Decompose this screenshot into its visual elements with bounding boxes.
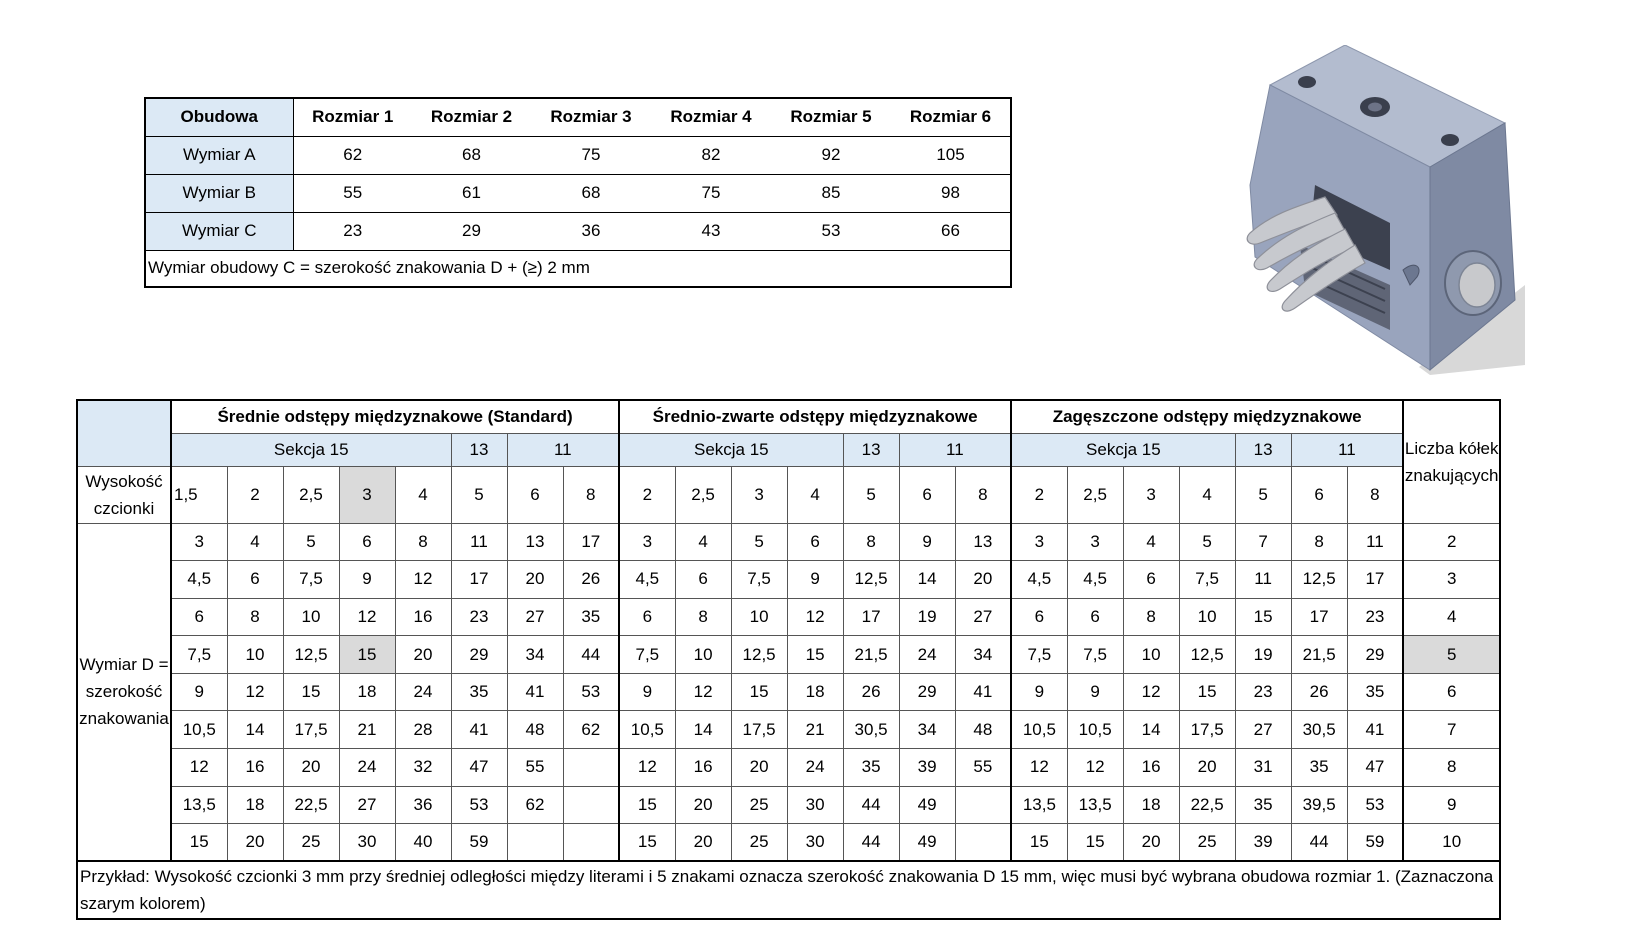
width-value: 30,5 [843, 711, 899, 749]
section-label: Sekcja 15 [171, 433, 451, 466]
count-header: Liczba kółek znakujących [1403, 400, 1500, 523]
width-value: 12 [1067, 749, 1123, 787]
width-data-body [77, 523, 1500, 861]
width-value: 10 [1179, 598, 1235, 636]
section-label: 13 [1235, 433, 1291, 466]
width-value: 15 [1067, 824, 1123, 862]
width-value: 8 [1291, 523, 1347, 561]
table-row [145, 212, 1011, 250]
dimension-value: 68 [412, 136, 531, 174]
width-value: 5 [1179, 523, 1235, 561]
wheel-count-value: 4 [1403, 598, 1500, 636]
width-value: 17 [1347, 561, 1403, 599]
width-value: 25 [1179, 824, 1235, 862]
font-height-value: 2,5 [1067, 466, 1123, 523]
wheel-count-value: 6 [1403, 673, 1500, 711]
dimension-value: 53 [771, 212, 891, 250]
width-value: 20 [1179, 749, 1235, 787]
size-column-header: Rozmiar 1 [293, 98, 412, 136]
width-value: 21,5 [1291, 636, 1347, 674]
width-value: 30,5 [1291, 711, 1347, 749]
width-value: 13 [507, 523, 563, 561]
width-value: 27 [507, 598, 563, 636]
width-value: 29 [1347, 636, 1403, 674]
width-value: 8 [843, 523, 899, 561]
table-row [145, 174, 1011, 212]
width-value: 7,5 [1067, 636, 1123, 674]
group-header-standard: Średnie odstępy międzyznakowe (Standard) [171, 400, 619, 433]
width-value: 6 [619, 598, 675, 636]
width-value: 9 [1011, 673, 1067, 711]
font-height-value: 3 [731, 466, 787, 523]
corner-cell [77, 400, 171, 466]
width-value: 10 [1123, 636, 1179, 674]
font-height-value: 4 [395, 466, 451, 523]
width-value: 20 [283, 749, 339, 787]
wheel-count-value: 5 [1403, 636, 1500, 674]
width-value: 4,5 [171, 561, 227, 599]
width-value: 10,5 [1011, 711, 1067, 749]
dimension-label: Wymiar A [145, 136, 293, 174]
width-value: 25 [731, 786, 787, 824]
width-value: 32 [395, 749, 451, 787]
wheel-count-value: 2 [1403, 523, 1500, 561]
section-label: Sekcja 15 [619, 433, 843, 466]
width-value: 22,5 [1179, 786, 1235, 824]
width-value: 26 [1291, 673, 1347, 711]
dimension-value: 98 [891, 174, 1011, 212]
width-value: 3 [1067, 523, 1123, 561]
example-note-row [77, 861, 1500, 919]
marking-device-icon [1225, 45, 1525, 375]
width-value: 59 [451, 824, 507, 862]
width-value: 12 [675, 673, 731, 711]
width-value: 53 [451, 786, 507, 824]
width-value: 6 [787, 523, 843, 561]
width-value: 19 [1235, 636, 1291, 674]
dimension-value: 82 [651, 136, 771, 174]
width-value: 9 [899, 523, 955, 561]
width-value: 34 [899, 711, 955, 749]
wheel-count-value: 10 [1403, 824, 1500, 862]
width-value: 49 [899, 824, 955, 862]
width-value: 12,5 [731, 636, 787, 674]
width-value: 12,5 [1179, 636, 1235, 674]
width-value [563, 824, 619, 862]
width-value: 4 [1123, 523, 1179, 561]
width-value: 62 [563, 711, 619, 749]
width-value: 11 [1235, 561, 1291, 599]
width-value: 12 [171, 749, 227, 787]
width-value: 15 [731, 673, 787, 711]
width-value: 18 [1123, 786, 1179, 824]
width-value: 20 [675, 824, 731, 862]
width-value: 9 [787, 561, 843, 599]
width-value: 53 [1347, 786, 1403, 824]
font-height-value: 3 [1123, 466, 1179, 523]
width-value: 7,5 [1179, 561, 1235, 599]
width-value: 24 [395, 673, 451, 711]
font-height-value: 2 [1011, 466, 1067, 523]
width-value: 17 [843, 598, 899, 636]
width-value: 41 [507, 673, 563, 711]
section-label: 13 [843, 433, 899, 466]
width-value: 6 [227, 561, 283, 599]
width-value: 24 [787, 749, 843, 787]
size-column-header: Rozmiar 2 [412, 98, 531, 136]
group-header-medium-compact: Średnio-zwarte odstępy międzyznakowe [619, 400, 1011, 433]
width-value: 39 [899, 749, 955, 787]
width-value: 6 [675, 561, 731, 599]
width-value: 6 [1123, 561, 1179, 599]
width-value: 4,5 [619, 561, 675, 599]
width-value: 4,5 [1067, 561, 1123, 599]
font-height-row [77, 466, 1500, 523]
font-height-value: 2,5 [283, 466, 339, 523]
width-value: 49 [899, 786, 955, 824]
width-value: 3 [171, 523, 227, 561]
width-value: 41 [451, 711, 507, 749]
width-value: 13 [955, 523, 1011, 561]
width-value: 12 [1011, 749, 1067, 787]
width-value [507, 824, 563, 862]
group-header-compact: Zagęszczone odstępy międzyznakowe [1011, 400, 1403, 433]
width-value: 29 [899, 673, 955, 711]
dimension-label: Wymiar C [145, 212, 293, 250]
width-value: 6 [1011, 598, 1067, 636]
width-value: 22,5 [283, 786, 339, 824]
width-value: 17 [563, 523, 619, 561]
width-value: 18 [787, 673, 843, 711]
dimension-value: 23 [293, 212, 412, 250]
width-value [563, 749, 619, 787]
size-column-header: Rozmiar 3 [531, 98, 651, 136]
table-row [77, 561, 1500, 599]
width-value: 6 [339, 523, 395, 561]
width-value: 12 [619, 749, 675, 787]
section-label: Sekcja 15 [1011, 433, 1235, 466]
table-row [77, 711, 1500, 749]
width-value: 20 [395, 636, 451, 674]
width-value: 23 [1347, 598, 1403, 636]
font-height-value: 8 [955, 466, 1011, 523]
width-value: 47 [1347, 749, 1403, 787]
width-value: 10 [675, 636, 731, 674]
width-value: 25 [731, 824, 787, 862]
width-value: 15 [619, 786, 675, 824]
width-value: 59 [1347, 824, 1403, 862]
width-value: 55 [507, 749, 563, 787]
width-value: 12 [787, 598, 843, 636]
width-value: 18 [227, 786, 283, 824]
width-value: 7,5 [1011, 636, 1067, 674]
width-value: 6 [1067, 598, 1123, 636]
font-height-value: 8 [563, 466, 619, 523]
width-value: 13,5 [1067, 786, 1123, 824]
font-height-value: 6 [507, 466, 563, 523]
width-value: 44 [1291, 824, 1347, 862]
table-row [77, 749, 1500, 787]
width-value: 8 [227, 598, 283, 636]
housing-size-table [144, 97, 1012, 288]
width-value: 23 [1235, 673, 1291, 711]
width-value [563, 786, 619, 824]
dimension-value: 29 [412, 212, 531, 250]
dimension-value: 75 [531, 136, 651, 174]
width-value: 36 [395, 786, 451, 824]
width-value: 27 [339, 786, 395, 824]
width-value: 5 [283, 523, 339, 561]
width-value: 39 [1235, 824, 1291, 862]
width-value: 15 [1011, 824, 1067, 862]
width-value: 12 [227, 673, 283, 711]
width-value: 15 [787, 636, 843, 674]
width-value: 3 [619, 523, 675, 561]
width-value: 30 [787, 786, 843, 824]
dimension-value: 61 [412, 174, 531, 212]
width-value: 7,5 [283, 561, 339, 599]
dimension-value: 66 [891, 212, 1011, 250]
width-value: 12,5 [1291, 561, 1347, 599]
width-value: 14 [899, 561, 955, 599]
size-column-header: Rozmiar 5 [771, 98, 891, 136]
width-value: 14 [1123, 711, 1179, 749]
width-value: 21 [339, 711, 395, 749]
width-value: 35 [1347, 673, 1403, 711]
width-value: 31 [1235, 749, 1291, 787]
width-value: 16 [395, 598, 451, 636]
width-value: 7,5 [619, 636, 675, 674]
width-value: 17,5 [283, 711, 339, 749]
font-height-value: 2,5 [675, 466, 731, 523]
dimension-label: Wymiar B [145, 174, 293, 212]
width-value: 47 [451, 749, 507, 787]
width-value: 35 [451, 673, 507, 711]
width-value: 17,5 [731, 711, 787, 749]
width-value: 44 [843, 824, 899, 862]
section-label: 13 [451, 433, 507, 466]
width-value: 9 [619, 673, 675, 711]
width-value: 41 [1347, 711, 1403, 749]
width-value: 10,5 [171, 711, 227, 749]
width-value: 27 [1235, 711, 1291, 749]
width-value: 16 [1123, 749, 1179, 787]
width-value: 12 [395, 561, 451, 599]
width-value: 9 [171, 673, 227, 711]
width-value: 4 [227, 523, 283, 561]
width-value: 24 [339, 749, 395, 787]
width-value: 11 [451, 523, 507, 561]
width-value: 4,5 [1011, 561, 1067, 599]
width-value: 10,5 [619, 711, 675, 749]
section-header-row [77, 433, 1500, 466]
size-column-header: Rozmiar 6 [891, 98, 1011, 136]
width-value: 7,5 [731, 561, 787, 599]
table-row [77, 636, 1500, 674]
width-value: 20 [955, 561, 1011, 599]
width-value: 3 [1011, 523, 1067, 561]
housing-note: Wymiar obudowy C = szerokość znakowania D + (≥) 2 mm [148, 258, 590, 278]
font-height-value: 5 [1235, 466, 1291, 523]
width-value: 17 [451, 561, 507, 599]
font-height-value: 2 [619, 466, 675, 523]
width-value: 35 [1291, 749, 1347, 787]
width-value: 12,5 [843, 561, 899, 599]
dimension-value: 68 [531, 174, 651, 212]
wheel-count-value: 9 [1403, 786, 1500, 824]
width-value: 20 [731, 749, 787, 787]
width-value: 27 [955, 598, 1011, 636]
width-value: 29 [451, 636, 507, 674]
width-value: 15 [619, 824, 675, 862]
table-row [145, 136, 1011, 174]
table-row [77, 824, 1500, 862]
width-value: 48 [955, 711, 1011, 749]
width-value: 10,5 [1067, 711, 1123, 749]
dimension-value: 43 [651, 212, 771, 250]
width-value: 12 [1123, 673, 1179, 711]
font-height-value-highlighted: 3 [339, 466, 395, 523]
width-value: 12,5 [283, 636, 339, 674]
width-value [955, 824, 1011, 862]
width-value: 5 [731, 523, 787, 561]
width-value: 44 [563, 636, 619, 674]
dimension-value: 62 [293, 136, 412, 174]
font-height-value: 5 [843, 466, 899, 523]
width-value: 6 [171, 598, 227, 636]
width-value: 28 [395, 711, 451, 749]
width-value: 17,5 [1179, 711, 1235, 749]
section-label: 11 [1291, 433, 1403, 466]
font-height-value: 1,5 [171, 466, 227, 523]
wheel-count-value: 3 [1403, 561, 1500, 599]
width-value: 8 [1123, 598, 1179, 636]
width-value: 8 [675, 598, 731, 636]
width-value: 35 [1235, 786, 1291, 824]
width-value: 26 [563, 561, 619, 599]
width-value: 18 [339, 673, 395, 711]
width-value: 17 [1291, 598, 1347, 636]
font-height-value: 8 [1347, 466, 1403, 523]
width-value: 9 [1067, 673, 1123, 711]
example-note: Przykład: Wysokość czcionki 3 mm przy średniej odległości między literami i 5 znakami oznacza szerokość znakowania D 15 mm, więc musi być wybrana obudowa rozmiar 1. (Zaznaczona szarym kolorem) [77, 861, 1500, 919]
table-row [77, 786, 1500, 824]
width-value: 7,5 [171, 636, 227, 674]
width-value: 20 [227, 824, 283, 862]
width-value: 13,5 [1011, 786, 1067, 824]
width-value: 14 [675, 711, 731, 749]
width-value: 10 [731, 598, 787, 636]
table-row [77, 673, 1500, 711]
housing-corner-header: Obudowa [145, 98, 293, 136]
width-value: 20 [675, 786, 731, 824]
section-label: 11 [507, 433, 619, 466]
width-value: 15 [283, 673, 339, 711]
font-height-value: 4 [1179, 466, 1235, 523]
width-value: 34 [955, 636, 1011, 674]
width-value: 26 [843, 673, 899, 711]
width-value: 25 [283, 824, 339, 862]
width-value: 15 [171, 824, 227, 862]
width-value: 15 [1235, 598, 1291, 636]
width-value: 7 [1235, 523, 1291, 561]
width-value: 20 [1123, 824, 1179, 862]
width-value: 9 [339, 561, 395, 599]
width-value: 40 [395, 824, 451, 862]
table-row [145, 250, 1011, 287]
table-row [77, 598, 1500, 636]
width-value: 30 [787, 824, 843, 862]
font-height-value: 5 [451, 466, 507, 523]
width-value: 23 [451, 598, 507, 636]
width-value: 16 [227, 749, 283, 787]
marking-width-label: Wymiar D = szerokość znakowania [77, 523, 171, 861]
width-value: 48 [507, 711, 563, 749]
wheel-count-value: 7 [1403, 711, 1500, 749]
width-value: 4 [675, 523, 731, 561]
width-value: 21,5 [843, 636, 899, 674]
dimension-value: 36 [531, 212, 651, 250]
section-label: 11 [899, 433, 1011, 466]
dimension-value: 55 [293, 174, 412, 212]
width-value: 8 [395, 523, 451, 561]
size-column-header: Rozmiar 4 [651, 98, 771, 136]
housing-header-row [145, 98, 1011, 136]
width-value: 16 [675, 749, 731, 787]
dimension-value: 92 [771, 136, 891, 174]
dimension-value: 75 [651, 174, 771, 212]
width-value: 34 [507, 636, 563, 674]
width-value: 21 [787, 711, 843, 749]
width-value: 19 [899, 598, 955, 636]
group-header-row [77, 400, 1500, 433]
width-value: 15 [339, 636, 395, 674]
dimension-value: 105 [891, 136, 1011, 174]
font-height-value: 6 [1291, 466, 1347, 523]
width-value: 39,5 [1291, 786, 1347, 824]
font-height-label: Wysokość czcionki [77, 466, 171, 523]
width-value: 62 [507, 786, 563, 824]
width-value: 10 [283, 598, 339, 636]
width-value: 14 [227, 711, 283, 749]
marking-width-table [76, 399, 1501, 920]
font-height-value: 4 [787, 466, 843, 523]
font-height-value: 2 [227, 466, 283, 523]
width-value: 30 [339, 824, 395, 862]
width-value: 44 [843, 786, 899, 824]
width-value: 20 [507, 561, 563, 599]
width-value: 10 [227, 636, 283, 674]
width-value: 15 [1179, 673, 1235, 711]
width-value: 53 [563, 673, 619, 711]
width-value: 55 [955, 749, 1011, 787]
width-value: 24 [899, 636, 955, 674]
width-value: 12 [339, 598, 395, 636]
dimension-value: 85 [771, 174, 891, 212]
width-value: 35 [563, 598, 619, 636]
width-value: 41 [955, 673, 1011, 711]
wheel-count-value: 8 [1403, 749, 1500, 787]
width-value: 11 [1347, 523, 1403, 561]
font-height-value: 6 [899, 466, 955, 523]
table-row [77, 523, 1500, 561]
width-value: 35 [843, 749, 899, 787]
width-value: 13,5 [171, 786, 227, 824]
width-value [955, 786, 1011, 824]
